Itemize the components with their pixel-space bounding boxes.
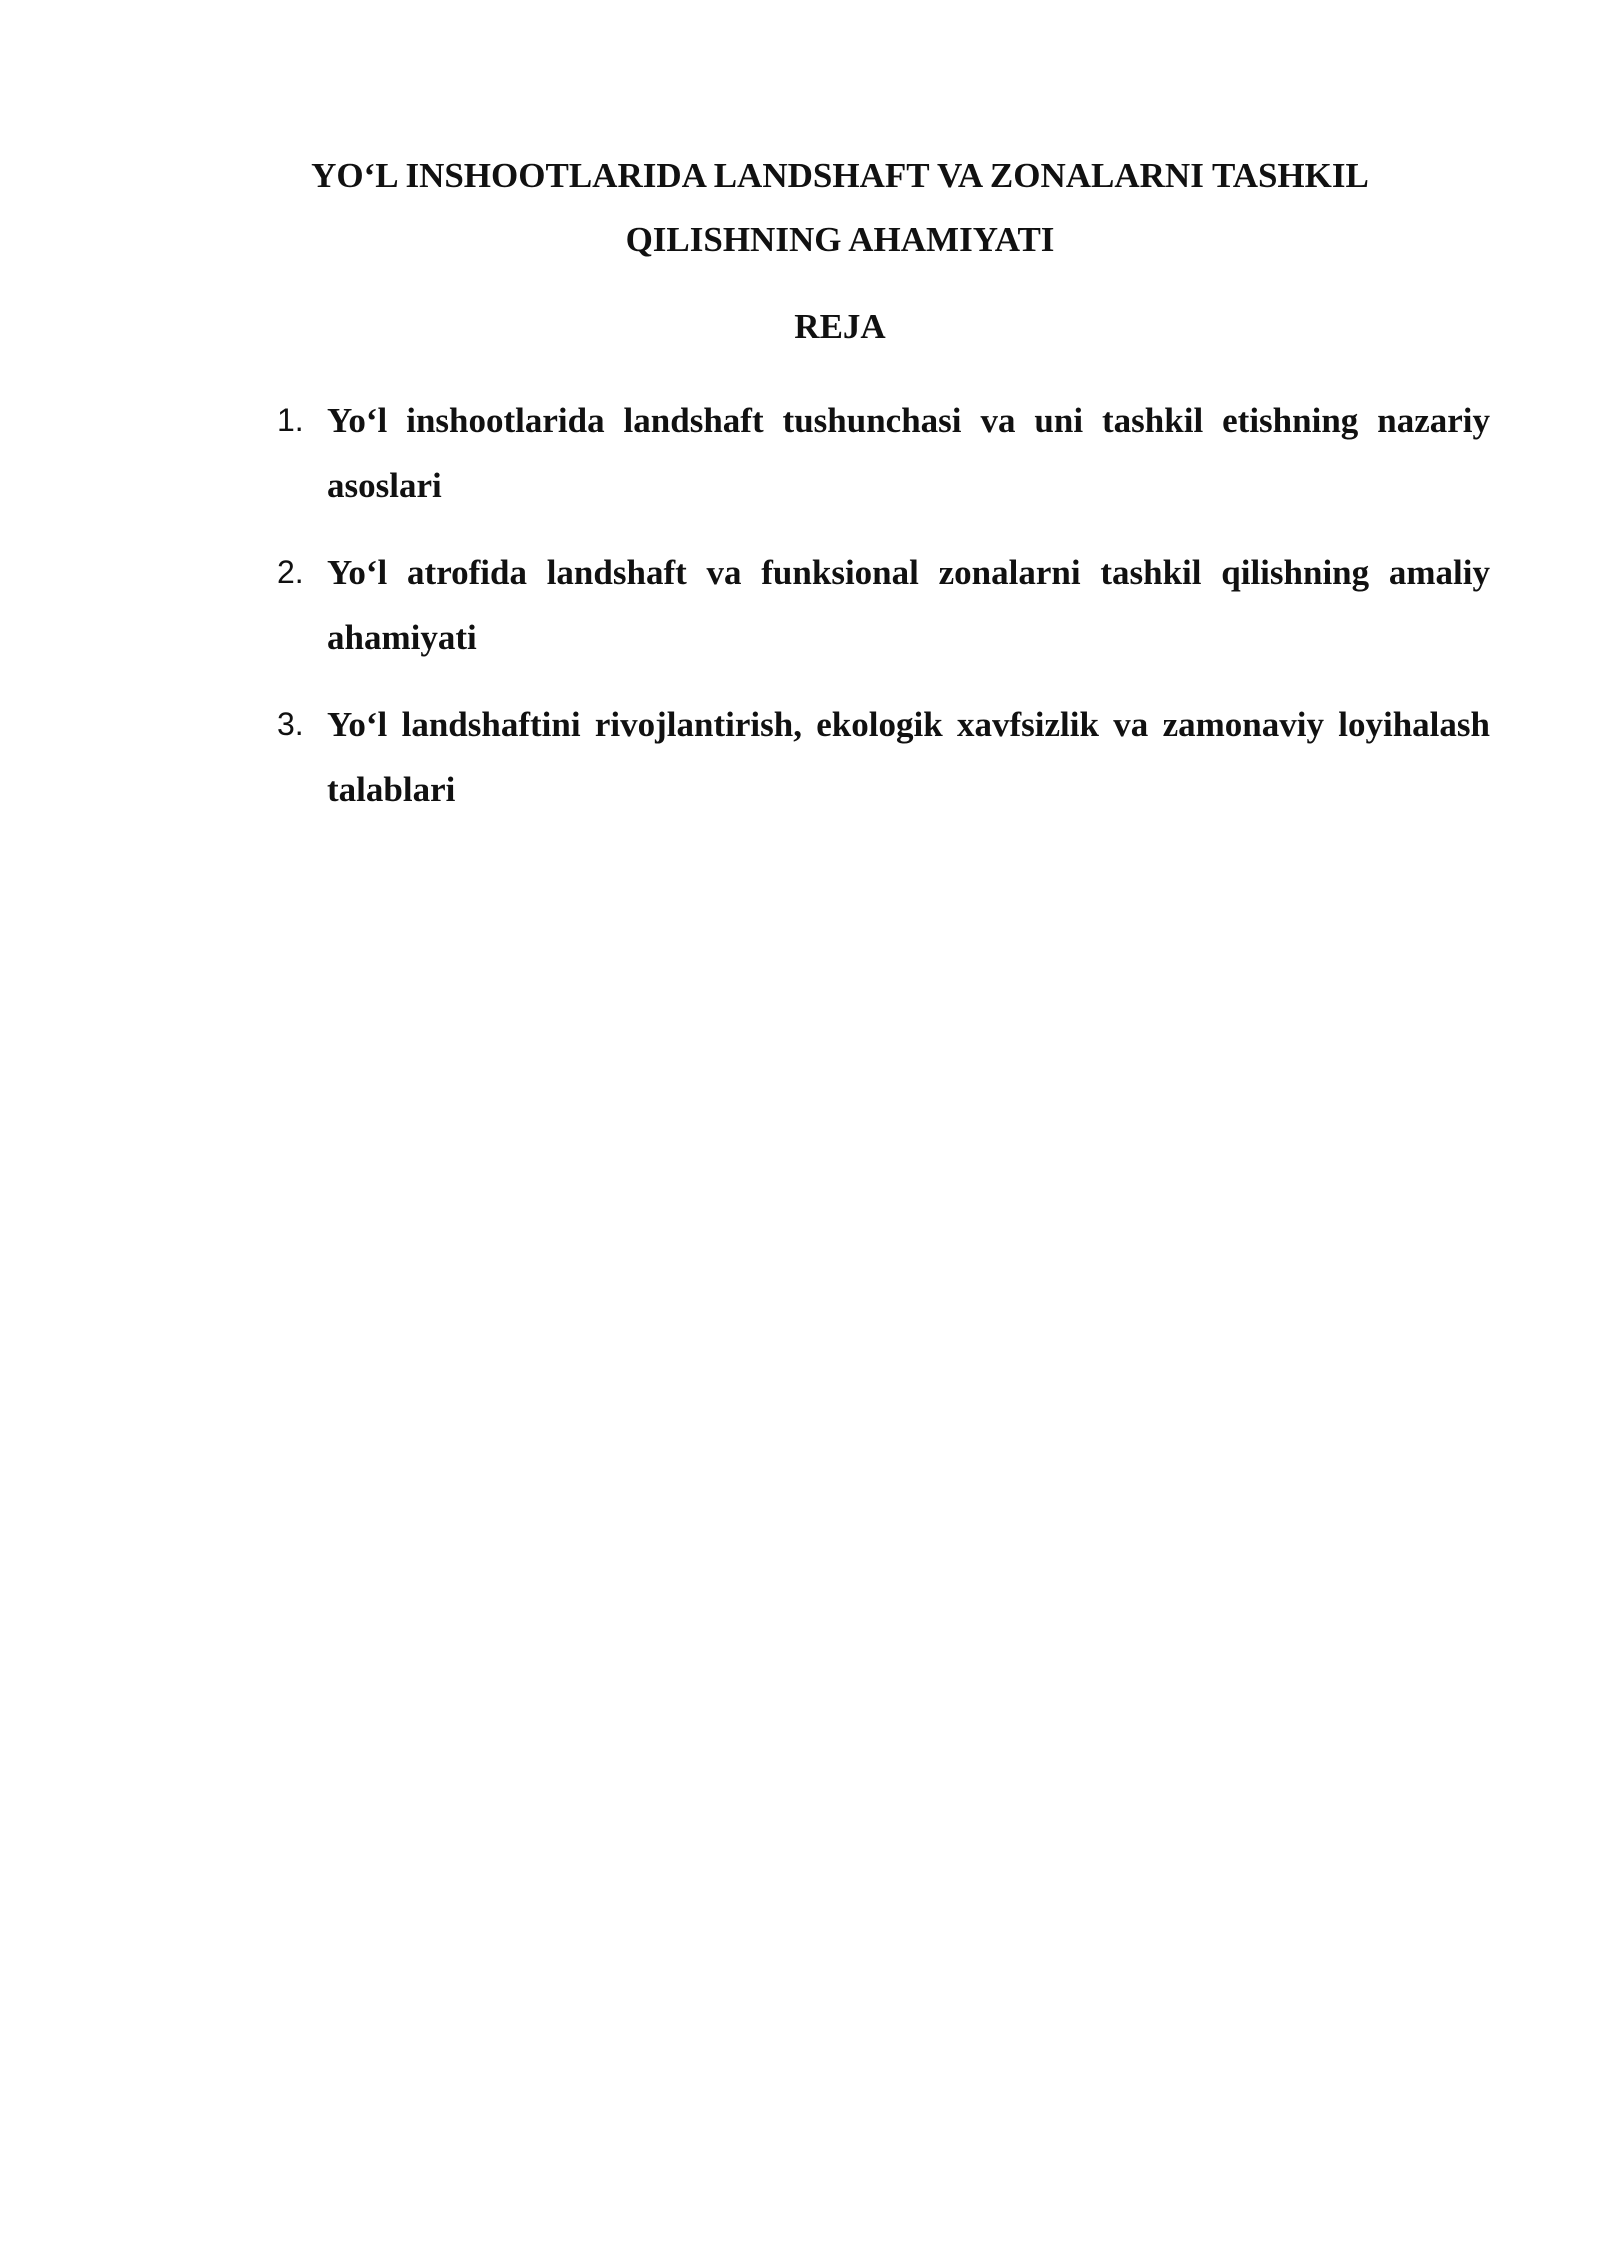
document-title xyxy=(240,144,1440,272)
document-title-line-1: YO‘L INSHOOTLARIDA LANDSHAFT VA ZONALARNI TASHKIL xyxy=(311,156,1369,195)
plan-item-number: 3. xyxy=(277,706,304,742)
plan-item-text: Yo‘l inshootlarida landshaft tushunchasi va uni tashkil etishning nazariy asoslari xyxy=(327,401,1490,505)
plan-heading: REJA xyxy=(794,307,886,346)
document-title-line-2: QILISHNING AHAMIYATI xyxy=(625,220,1055,259)
plan-item-2 xyxy=(270,540,1490,670)
plan-item-text: Yo‘l landshaftini rivojlantirish, ekologik xavfsizlik va zamonaviy loyihalash talablari xyxy=(327,705,1490,809)
plan-list xyxy=(270,388,1490,844)
plan-item-3 xyxy=(270,692,1490,822)
plan-item-number: 2. xyxy=(277,554,304,590)
plan-item-text: Yo‘l atrofida landshaft va funksional zonalarni tashkil qilishning amaliy ahamiyati xyxy=(327,553,1490,657)
plan-item-1 xyxy=(270,388,1490,518)
plan-item-number: 1. xyxy=(277,402,304,438)
